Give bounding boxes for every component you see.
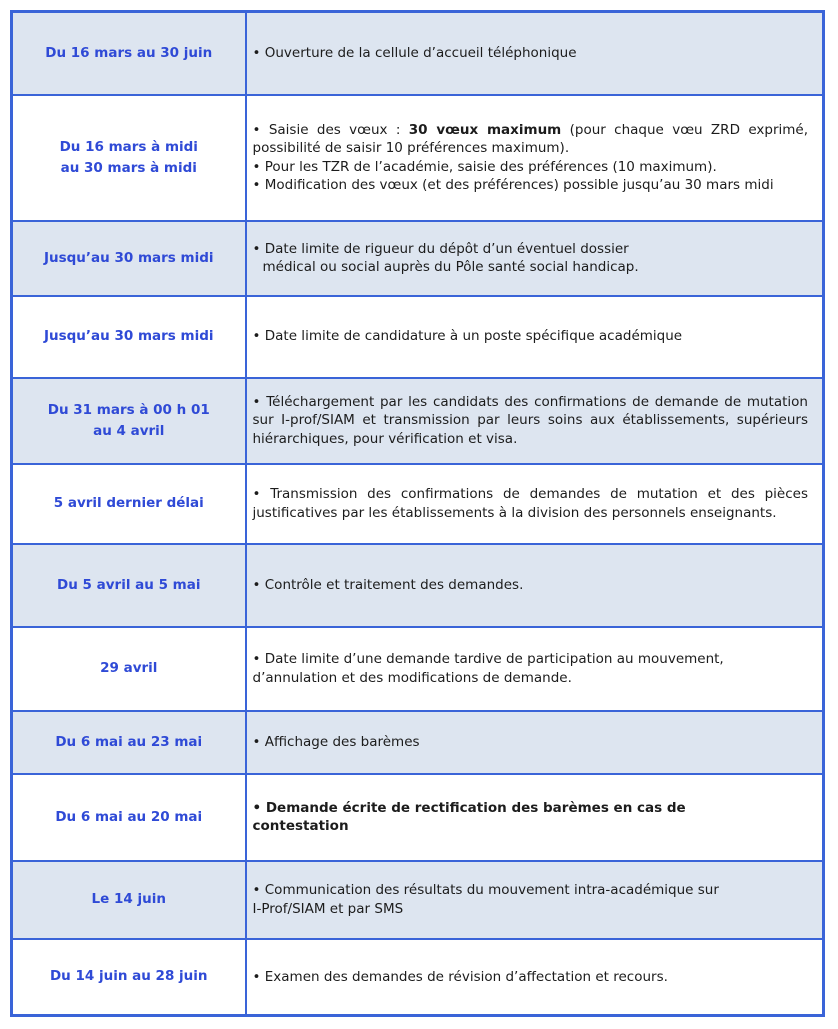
date-cell: Du 16 mars au 30 juin xyxy=(12,12,246,95)
description-cell xyxy=(246,296,824,378)
table-row xyxy=(12,12,824,95)
description-line: • Date limite d’une demande tardive de participation au mouvement, xyxy=(252,651,724,667)
description-line: d’annulation et des modifications de demande. xyxy=(252,669,572,686)
description-line: • Affichage des barèmes xyxy=(252,733,420,750)
description-line: • Ouverture de la cellule d’accueil téléphonique xyxy=(252,45,577,61)
date-cell xyxy=(12,95,246,221)
table-row xyxy=(12,711,824,774)
table-row xyxy=(12,464,824,544)
description-cell xyxy=(246,95,824,221)
date-cell: Du 5 avril au 5 mai xyxy=(12,544,246,627)
description-line xyxy=(253,121,809,158)
description-line: contestation xyxy=(252,818,349,834)
date-cell: Du 6 mai au 20 mai xyxy=(12,774,246,861)
description-line: • Communication des résultats du mouvement intra-académique sur xyxy=(252,882,719,898)
date-cell: Le 14 juin xyxy=(12,861,246,939)
description-cell xyxy=(246,627,824,711)
description-text: (pour chaque vœu ZRD exprimé, possibilité de saisir 10 préférences maximum). xyxy=(252,121,808,156)
description-line: I-Prof/SIAM et par SMS xyxy=(252,900,404,917)
description-cell xyxy=(246,774,824,861)
date-cell: Jusqu’au 30 mars midi xyxy=(12,296,246,378)
description-line: • Téléchargement par les candidats des confirmations de demande de mutation sur I-prof/SIAM et transmission par leurs soins aux établissements, supérieurs hiérarchiques, pour vérification et visa. xyxy=(252,393,808,447)
description-line: • Contrôle et traitement des demandes. xyxy=(252,576,524,593)
table-row xyxy=(12,627,824,711)
description-cell xyxy=(246,464,824,544)
description-cell xyxy=(246,378,824,464)
description-cell xyxy=(246,711,824,774)
date-cell: Jusqu’au 30 mars midi xyxy=(12,221,246,296)
table-row xyxy=(12,378,824,464)
date-cell: Du 6 mai au 23 mai xyxy=(12,711,246,774)
description-line: médical ou social auprès du Pôle santé social handicap. xyxy=(262,259,639,275)
date-line: Du 16 mars à midi xyxy=(59,138,198,155)
description-cell xyxy=(246,544,824,627)
date-cell: 29 avril xyxy=(12,627,246,711)
description-cell xyxy=(246,861,824,939)
date-line: au 30 mars à midi xyxy=(60,159,197,176)
description-line: • Transmission des confirmations de demandes de mutation et des pièces justificatives par les établissements à la division des personnels enseignants. xyxy=(252,486,808,521)
date-line: au 4 avril xyxy=(93,422,165,439)
table-row xyxy=(12,861,824,939)
table-row xyxy=(12,95,824,221)
table-row xyxy=(12,221,824,296)
table-row xyxy=(12,544,824,627)
date-line: Du 31 mars à 00 h 01 xyxy=(47,401,210,418)
table-row xyxy=(12,939,824,1016)
description-line: • Demande écrite de rectification des barèmes en cas de xyxy=(252,799,686,816)
table-row xyxy=(12,296,824,378)
description-text: • Saisie des vœux : xyxy=(252,121,409,138)
description-line: • Date limite de candidature à un poste spécifique académique xyxy=(252,328,683,345)
description-cell xyxy=(246,12,824,95)
description-cell xyxy=(246,221,824,296)
schedule-table xyxy=(10,10,825,1017)
date-cell: Du 14 juin au 28 juin xyxy=(12,939,246,1016)
date-cell xyxy=(12,378,246,464)
description-cell xyxy=(246,939,824,1016)
description-line: • Pour les TZR de l’académie, saisie des préférences (10 maximum). xyxy=(252,158,717,175)
description-highlight: 30 vœux maximum xyxy=(408,121,562,138)
description-line: • Date limite de rigueur du dépôt d’un éventuel dossier xyxy=(252,240,629,257)
date-cell: 5 avril dernier délai xyxy=(12,464,246,544)
description-line: • Examen des demandes de révision d’affectation et recours. xyxy=(252,968,668,985)
table-row xyxy=(12,774,824,861)
description-line: • Modification des vœux (et des préférences) possible jusqu’au 30 mars midi xyxy=(252,177,774,193)
